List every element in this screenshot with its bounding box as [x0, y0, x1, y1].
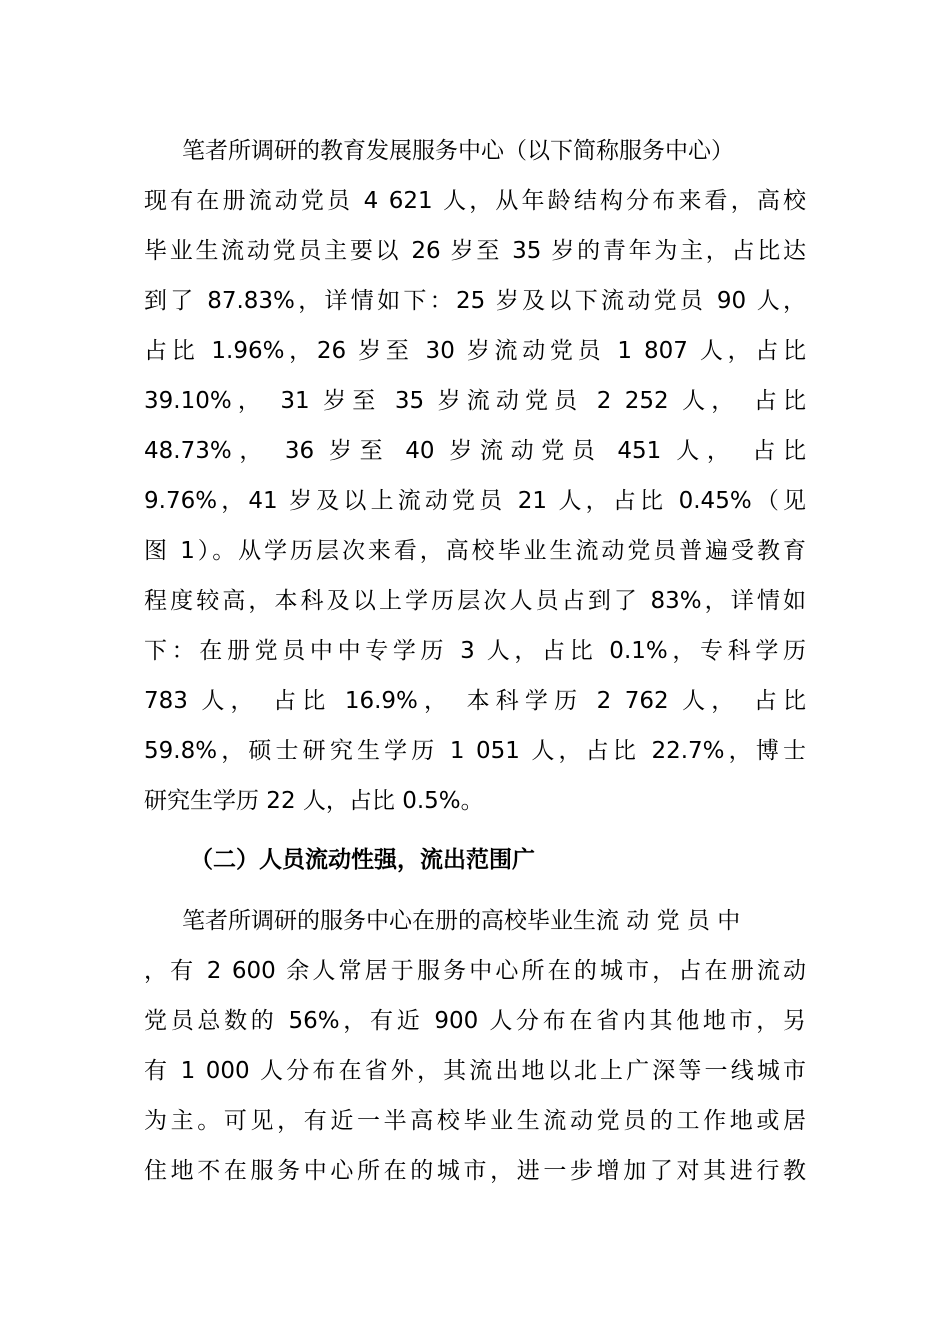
paragraph-line: 图 1）。从学历层次来看，高校毕业生流动党员普遍受教育: [144, 538, 806, 564]
paragraph-mobility: [144, 896, 806, 1196]
paragraph-line: 住地不在服务中心所在的城市，进一步增加了对其进行教: [144, 1158, 806, 1184]
paragraph-age-education: [144, 126, 806, 826]
paragraph-line: 程度较高，本科及以上学历层次人员占到了 83%，详情如: [144, 588, 806, 614]
paragraph-line: 党员总数的 56%，有近 900 人分布在省内其他地市，另: [144, 1008, 806, 1034]
paragraph-line: 占比 1.96%，26 岁至 30 岁流动党员 1 807 人，占比: [144, 338, 806, 364]
paragraph-line: 48.73%， 36 岁至 40 岁流动党员 451 人， 占比: [144, 438, 806, 464]
paragraph-line: 为主。可见，有近一半高校毕业生流动党员的工作地或居: [144, 1108, 806, 1134]
paragraph-line: 笔者所调研的服务中心在册的高校毕业生流 动 党 员 中: [182, 908, 741, 934]
section-heading: （二）人员流动性强，流出范围广: [190, 847, 535, 873]
paragraph-line: 研究生学历 22 人，占比 0.5%。: [144, 788, 484, 814]
paragraph-line: 现有在册流动党员 4 621 人，从年龄结构分布来看，高校: [144, 188, 806, 214]
paragraph-line: ，有 2 600 余人常居于服务中心所在的城市，占在册流动: [144, 958, 806, 984]
paragraph-line: 到了 87.83%，详情如下：25 岁及以下流动党员 90 人，: [144, 288, 806, 314]
paragraph-line: 笔者所调研的教育发展服务中心（以下简称服务中心）: [182, 138, 734, 164]
paragraph-line: 783 人， 占比 16.9%， 本科学历 2 762 人， 占比: [144, 688, 806, 714]
paragraph-line: 有 1 000 人分布在省外，其流出地以北上广深等一线城市: [144, 1058, 806, 1084]
paragraph-line: 39.10%， 31 岁至 35 岁流动党员 2 252 人， 占比: [144, 388, 806, 414]
paragraph-line: 59.8%，硕士研究生学历 1 051 人，占比 22.7%，博士: [144, 738, 806, 764]
paragraph-line: 下：在册党员中中专学历 3 人，占比 0.1%，专科学历: [144, 638, 806, 664]
paragraph-line: 毕业生流动党员主要以 26 岁至 35 岁的青年为主，占比达: [144, 238, 806, 264]
paragraph-line: 9.76%，41 岁及以上流动党员 21 人，占比 0.45%（见: [144, 488, 806, 514]
